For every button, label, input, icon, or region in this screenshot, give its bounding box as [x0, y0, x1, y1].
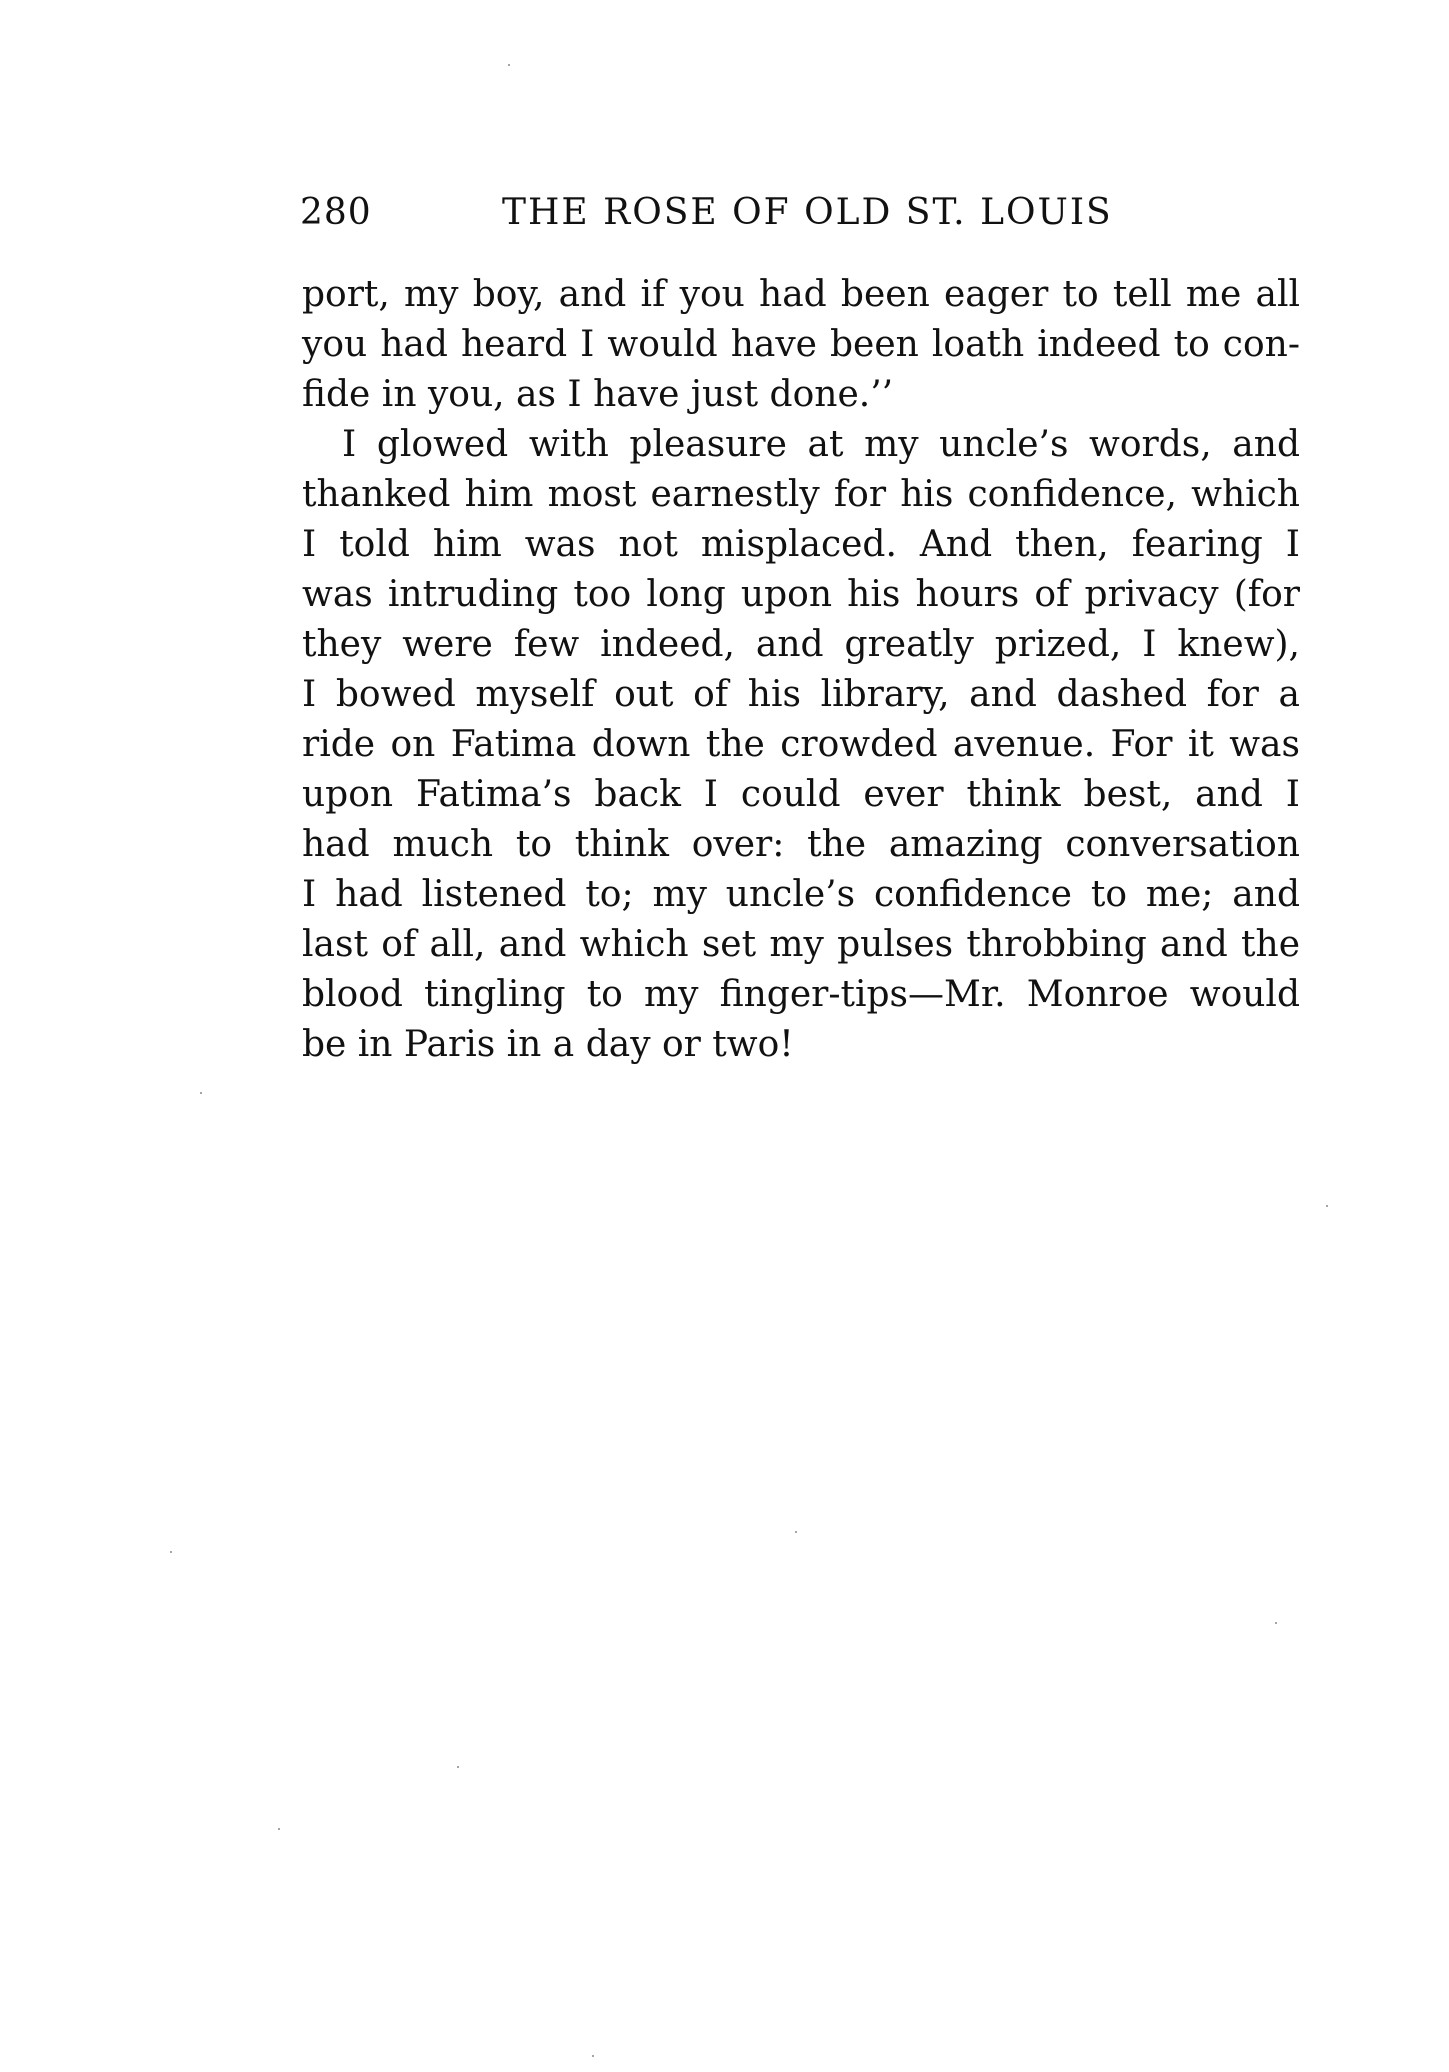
text-line: had much to think over: the amazing conversation: [302, 824, 1300, 865]
text-line: I had listened to; my uncle’s confidence to me; and: [302, 874, 1300, 915]
text-line: thanked him most earnestly for his confidence, which: [302, 474, 1300, 515]
scan-speck: [1275, 1622, 1277, 1624]
text-line: you had heard I would have been loath indeed to con-: [302, 324, 1300, 365]
paragraph-first-line: I glowed with pleasure at my uncle’s words, and: [342, 424, 1300, 465]
scan-speck: [278, 1828, 280, 1830]
scan-speck: [508, 64, 510, 66]
text-line: I bowed myself out of his library, and dashed for a: [302, 674, 1300, 715]
text-line: they were few indeed, and greatly prized, I knew),: [302, 624, 1300, 665]
scan-speck: [1326, 1205, 1328, 1207]
scan-speck: [592, 2055, 594, 2057]
scan-speck: [200, 1092, 202, 1094]
text-line: be in Paris in a day or two!: [302, 1024, 794, 1065]
text-line: I told him was not misplaced. And then, fearing I: [302, 524, 1300, 565]
page-header: [300, 192, 1300, 244]
text-line: upon Fatima’s back I could ever think best, and I: [302, 774, 1300, 815]
body-text: [302, 270, 1300, 1070]
text-line: port, my boy, and if you had been eager to tell me all: [302, 274, 1300, 315]
text-line: blood tingling to my finger-tips—Mr. Monroe would: [302, 974, 1300, 1015]
text-line: fide in you, as I have just done.’’: [302, 374, 894, 415]
page-number: 280: [300, 192, 372, 233]
scan-speck: [170, 1551, 172, 1553]
running-title: THE ROSE OF OLD ST. LOUIS: [502, 192, 1113, 233]
text-line: last of all, and which set my pulses throbbing and the: [302, 924, 1300, 965]
text-line: was intruding too long upon his hours of privacy (for: [302, 574, 1300, 615]
text-line: ride on Fatima down the crowded avenue. For it was: [302, 724, 1300, 765]
scan-speck: [795, 1531, 797, 1533]
scan-speck: [457, 1766, 459, 1768]
